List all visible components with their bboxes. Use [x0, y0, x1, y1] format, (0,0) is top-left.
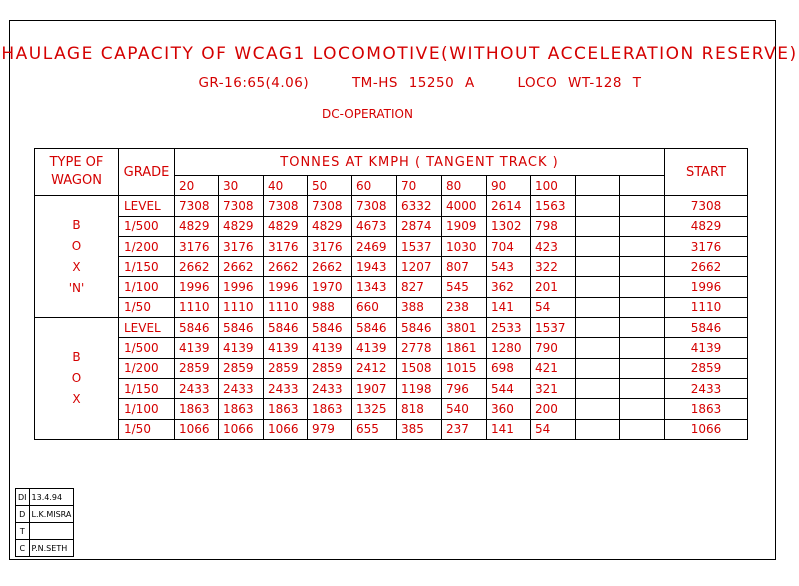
table-row [35, 277, 748, 297]
capacity-cell: 1537 [397, 236, 442, 256]
grade-cell: LEVEL [119, 196, 175, 216]
header-row [35, 149, 748, 176]
speed-span-header: TONNES AT KMPH ( TANGENT TRACK ) [175, 149, 665, 176]
capacity-cell: 201 [531, 277, 576, 297]
capacity-cell: 1110 [264, 297, 308, 317]
stamp-value: 13.4.94 [29, 489, 74, 506]
start-cell: 3176 [665, 236, 748, 256]
type-of-wagon-header [35, 149, 119, 196]
loco-weight-spec: LOCO WT-128 T [517, 75, 642, 91]
capacity-cell: 1343 [352, 277, 397, 297]
capacity-cell: 2433 [308, 378, 352, 398]
capacity-cell: 388 [397, 297, 442, 317]
capacity-cell [620, 338, 665, 358]
grade-cell: 1/150 [119, 257, 175, 277]
start-cell: 1863 [665, 399, 748, 419]
capacity-cell: 4000 [442, 196, 487, 216]
capacity-cell: 2433 [264, 378, 308, 398]
grade-cell: 1/50 [119, 297, 175, 317]
wagon-type-cell [35, 318, 119, 440]
stamp-key: D [16, 506, 30, 523]
capacity-cell: 54 [531, 297, 576, 317]
capacity-cell: 385 [397, 419, 442, 439]
capacity-cell: 1015 [442, 358, 487, 378]
capacity-cell: 1863 [264, 399, 308, 419]
table-row [35, 338, 748, 358]
capacity-cell: 1508 [397, 358, 442, 378]
stamp-row [16, 523, 74, 540]
speed-header: 70 [397, 176, 442, 196]
capacity-cell: 4139 [308, 338, 352, 358]
capacity-cell: 2859 [264, 358, 308, 378]
capacity-cell: 1863 [308, 399, 352, 419]
capacity-cell: 1970 [308, 277, 352, 297]
capacity-cell: 237 [442, 419, 487, 439]
type-header-line-2: WAGON [51, 173, 102, 189]
grade-cell: 1/500 [119, 216, 175, 236]
capacity-cell: 2662 [264, 257, 308, 277]
capacity-cell: 544 [487, 378, 531, 398]
capacity-cell: 5846 [397, 318, 442, 338]
capacity-cell: 1563 [531, 196, 576, 216]
speed-header: 30 [219, 176, 264, 196]
table-row [35, 297, 748, 317]
capacity-cell: 807 [442, 257, 487, 277]
capacity-cell [620, 358, 665, 378]
capacity-cell: 1030 [442, 236, 487, 256]
start-cell: 1110 [665, 297, 748, 317]
table-row [35, 378, 748, 398]
start-cell: 2859 [665, 358, 748, 378]
capacity-cell [620, 216, 665, 236]
capacity-cell: 5846 [219, 318, 264, 338]
stamp-value: P.N.SETH [29, 540, 74, 557]
capacity-cell: 3801 [442, 318, 487, 338]
start-cell: 2662 [665, 257, 748, 277]
start-header: START [665, 149, 748, 196]
type-header-line-1: TYPE OF [49, 155, 104, 171]
capacity-cell: 1066 [219, 419, 264, 439]
capacity-cell: 362 [487, 277, 531, 297]
start-cell: 1996 [665, 277, 748, 297]
capacity-cell [576, 419, 620, 439]
capacity-cell [620, 257, 665, 277]
capacity-cell: 1110 [175, 297, 219, 317]
capacity-cell [576, 318, 620, 338]
capacity-cell: 1302 [487, 216, 531, 236]
capacity-cell: 4139 [352, 338, 397, 358]
speed-header: 90 [487, 176, 531, 196]
stamp-key: C [16, 540, 30, 557]
capacity-cell: 3176 [219, 236, 264, 256]
grade-header: GRADE [119, 149, 175, 196]
capacity-cell: 3176 [175, 236, 219, 256]
capacity-cell [576, 378, 620, 398]
capacity-cell: 5846 [308, 318, 352, 338]
wagon-letter: B [72, 217, 81, 232]
capacity-cell [576, 338, 620, 358]
capacity-cell: 200 [531, 399, 576, 419]
start-cell: 4829 [665, 216, 748, 236]
capacity-cell: 796 [442, 378, 487, 398]
start-cell: 7308 [665, 196, 748, 216]
capacity-cell: 322 [531, 257, 576, 277]
stamp-value: L.K.MISRA [29, 506, 74, 523]
capacity-cell: 988 [308, 297, 352, 317]
capacity-cell: 1861 [442, 338, 487, 358]
gradient-spec: GR-16:65(4.06) [198, 75, 310, 91]
stamp-key: DI [16, 489, 30, 506]
capacity-cell: 979 [308, 419, 352, 439]
grade-cell: 1/200 [119, 236, 175, 256]
capacity-cell: 5846 [264, 318, 308, 338]
capacity-cell [620, 277, 665, 297]
capacity-cell: 238 [442, 297, 487, 317]
grade-cell: 1/50 [119, 419, 175, 439]
capacity-cell: 7308 [264, 196, 308, 216]
speed-header: 20 [175, 176, 219, 196]
capacity-cell: 4829 [175, 216, 219, 236]
capacity-cell: 1996 [219, 277, 264, 297]
capacity-cell [576, 257, 620, 277]
speed-header: 100 [531, 176, 576, 196]
speed-header: 40 [264, 176, 308, 196]
capacity-cell [576, 297, 620, 317]
capacity-cell: 423 [531, 236, 576, 256]
speed-header [576, 176, 620, 196]
capacity-cell: 7308 [219, 196, 264, 216]
capacity-cell: 5846 [352, 318, 397, 338]
document-title: HAULAGE CAPACITY OF WCAG1 LOCOMOTIVE(WITHOUT ACCELERATION RESERVE) [1, 44, 798, 64]
table-row [35, 236, 748, 256]
speed-header [620, 176, 665, 196]
capacity-cell [576, 399, 620, 419]
speed-header: 50 [308, 176, 352, 196]
capacity-cell: 4829 [264, 216, 308, 236]
capacity-cell: 4139 [219, 338, 264, 358]
capacity-cell: 827 [397, 277, 442, 297]
table-row [35, 318, 748, 338]
capacity-cell: 141 [487, 419, 531, 439]
capacity-cell [620, 419, 665, 439]
table-row [35, 358, 748, 378]
capacity-cell: 1863 [175, 399, 219, 419]
capacity-cell: 1110 [219, 297, 264, 317]
table-row [35, 419, 748, 439]
capacity-cell: 2859 [308, 358, 352, 378]
capacity-cell: 704 [487, 236, 531, 256]
capacity-cell: 1943 [352, 257, 397, 277]
capacity-cell: 4673 [352, 216, 397, 236]
capacity-cell [576, 236, 620, 256]
stamp-key: T [16, 523, 30, 540]
haulage-table [34, 148, 748, 440]
table-row [35, 216, 748, 236]
capacity-cell: 2662 [308, 257, 352, 277]
capacity-cell: 2662 [219, 257, 264, 277]
capacity-cell: 2433 [175, 378, 219, 398]
document-subtitle [0, 75, 799, 91]
capacity-cell: 1066 [175, 419, 219, 439]
capacity-cell: 2662 [175, 257, 219, 277]
capacity-cell: 2859 [219, 358, 264, 378]
capacity-cell: 2874 [397, 216, 442, 236]
wagon-type-cell [35, 196, 119, 318]
capacity-cell: 1325 [352, 399, 397, 419]
capacity-cell: 1280 [487, 338, 531, 358]
capacity-cell: 655 [352, 419, 397, 439]
wagon-letter: X [72, 391, 81, 406]
capacity-cell: 1207 [397, 257, 442, 277]
capacity-cell: 4139 [264, 338, 308, 358]
capacity-cell: 2614 [487, 196, 531, 216]
capacity-cell: 4829 [308, 216, 352, 236]
grade-cell: LEVEL [119, 318, 175, 338]
capacity-cell [620, 196, 665, 216]
start-cell: 4139 [665, 338, 748, 358]
capacity-cell: 1198 [397, 378, 442, 398]
capacity-cell: 2412 [352, 358, 397, 378]
start-cell: 5846 [665, 318, 748, 338]
grade-cell: 1/150 [119, 378, 175, 398]
grade-cell: 1/100 [119, 277, 175, 297]
capacity-cell: 1907 [352, 378, 397, 398]
capacity-cell: 545 [442, 277, 487, 297]
capacity-cell [576, 358, 620, 378]
capacity-cell: 1863 [219, 399, 264, 419]
capacity-cell: 7308 [352, 196, 397, 216]
capacity-cell: 2433 [219, 378, 264, 398]
speed-header: 60 [352, 176, 397, 196]
capacity-cell: 818 [397, 399, 442, 419]
capacity-cell [620, 399, 665, 419]
capacity-cell [576, 277, 620, 297]
operation-label: DC-OPERATION [322, 107, 413, 121]
capacity-cell: 2859 [175, 358, 219, 378]
capacity-cell [576, 196, 620, 216]
wagon-letter: 'N' [68, 280, 85, 295]
capacity-cell: 3176 [264, 236, 308, 256]
capacity-cell: 321 [531, 378, 576, 398]
capacity-cell: 543 [487, 257, 531, 277]
capacity-cell: 5846 [175, 318, 219, 338]
grade-cell: 1/500 [119, 338, 175, 358]
start-cell: 1066 [665, 419, 748, 439]
table-row [35, 196, 748, 216]
capacity-cell: 2469 [352, 236, 397, 256]
capacity-cell: 7308 [308, 196, 352, 216]
table-row [35, 257, 748, 277]
capacity-cell: 790 [531, 338, 576, 358]
stamp-row [16, 506, 74, 523]
capacity-cell: 1996 [264, 277, 308, 297]
approval-stamp [15, 488, 74, 557]
wagon-letter: O [71, 238, 82, 253]
capacity-cell [576, 216, 620, 236]
capacity-cell: 7308 [175, 196, 219, 216]
stamp-value [29, 523, 74, 540]
capacity-cell: 540 [442, 399, 487, 419]
stamp-row [16, 540, 74, 557]
grade-cell: 1/100 [119, 399, 175, 419]
stamp-row [16, 489, 74, 506]
capacity-cell: 2778 [397, 338, 442, 358]
capacity-cell: 421 [531, 358, 576, 378]
capacity-cell: 141 [487, 297, 531, 317]
wagon-letter: B [72, 349, 81, 364]
capacity-cell: 4139 [175, 338, 219, 358]
wagon-letter: O [71, 370, 82, 385]
capacity-cell: 4829 [219, 216, 264, 236]
capacity-cell: 698 [487, 358, 531, 378]
capacity-cell [620, 378, 665, 398]
capacity-cell: 660 [352, 297, 397, 317]
traction-spec: TM-HS 15250 A [351, 75, 475, 91]
capacity-cell: 6332 [397, 196, 442, 216]
table-row [35, 399, 748, 419]
capacity-cell: 1909 [442, 216, 487, 236]
grade-cell: 1/200 [119, 358, 175, 378]
start-cell: 2433 [665, 378, 748, 398]
wagon-letter: X [72, 259, 81, 274]
capacity-cell: 54 [531, 419, 576, 439]
capacity-cell: 1996 [175, 277, 219, 297]
capacity-cell: 2533 [487, 318, 531, 338]
capacity-cell: 798 [531, 216, 576, 236]
capacity-cell: 1066 [264, 419, 308, 439]
capacity-cell [620, 318, 665, 338]
capacity-cell [620, 297, 665, 317]
capacity-cell: 360 [487, 399, 531, 419]
capacity-cell: 1537 [531, 318, 576, 338]
speed-header: 80 [442, 176, 487, 196]
capacity-cell: 3176 [308, 236, 352, 256]
capacity-cell [620, 236, 665, 256]
